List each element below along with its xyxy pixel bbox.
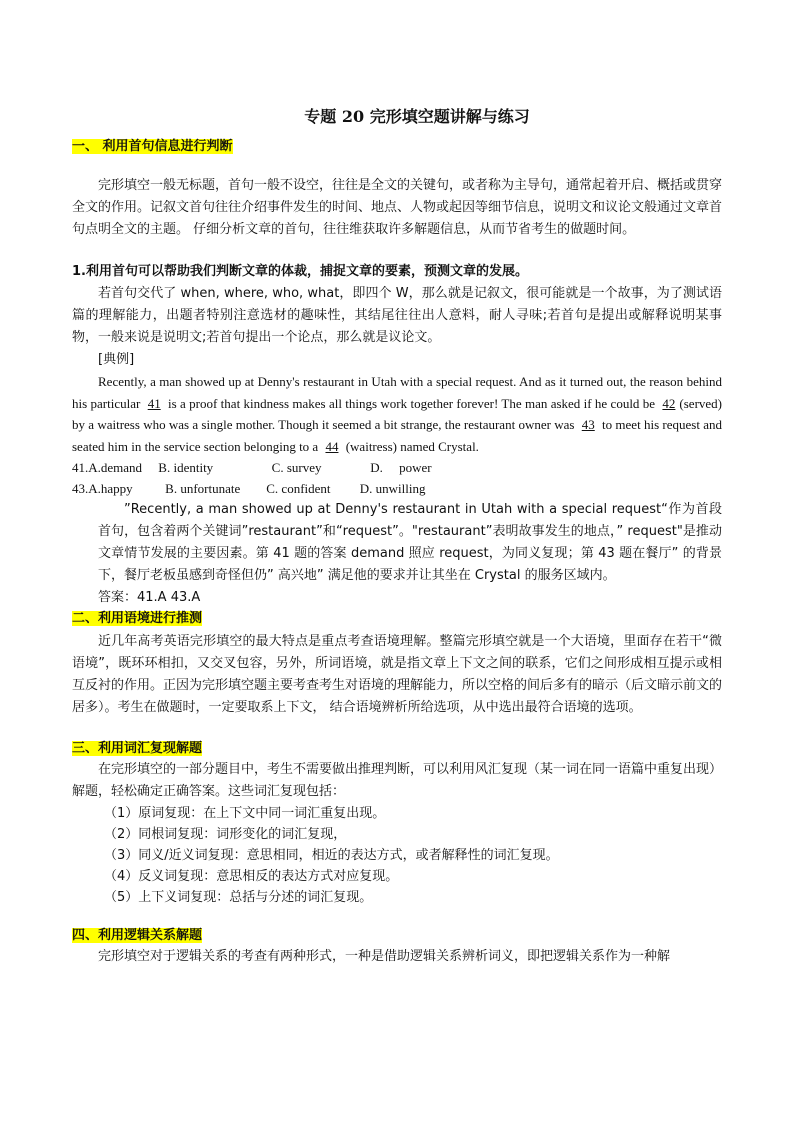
blank-42: 42 bbox=[662, 395, 676, 411]
blank-41: 41 bbox=[147, 395, 161, 411]
options-41: 41.A.demand B. identity C. survey D. power bbox=[72, 460, 432, 475]
section1-intro: 完形填空一般无标题，首句一般不设空，往往是全文的关键句，或者称为主导句，通常起着开启、概括或贯穿全文的作用。记叙文首句往往介绍事件发生的时间、地点、人物或起因等细节信息，说明文和议论文般通过文章首句点明全文的主题。 仔细分析文章的首句，往往维获取许多解题信息，从而节省考生的做题时间。 bbox=[72, 178, 723, 237]
section-heading-1: 一、 利用首句信息进行判断 bbox=[72, 139, 233, 154]
list-item: （1）原词复现：在上下文中同一词汇重复出现。 bbox=[104, 806, 386, 821]
options-43: 43.A.happy B. unfortunate C. confident D. unwilling bbox=[72, 481, 426, 496]
list-item: （4）反义词复现：意思相反的表达方式对应复现。 bbox=[104, 869, 399, 884]
document-content bbox=[72, 104, 722, 968]
page-title: 专题 20 完形填空题讲解与练习 bbox=[304, 107, 530, 126]
section-heading-2: 二、利用语境进行推测 bbox=[72, 611, 203, 626]
section4-body: 完形填空对于逻辑关系的考查有两种形式，一种是借助逻辑关系辨析词义，即把逻辑关系作为一种解 bbox=[98, 949, 671, 964]
example-answer: 答案：41.A 43.A bbox=[98, 590, 201, 605]
example-passage: Recently, a man showed up at Denny's restaurant in Utah with a special request. And as it turned out, the reason behind his particular 41 is a proof that kindness makes all things work together forever! The man asked if he could be 42 (served) by a waitress who was a single mother. Though it seemed a bit strange, the restaurant owner was 43 to meet his request and seated him in the service section belonging to a 44 (waitress) named Crystal. bbox=[72, 374, 723, 454]
list-item: （5）上下义词复现：总括与分述的词汇复现。 bbox=[104, 890, 373, 905]
point1-heading: 1.利用首句可以帮助我们判断文章的体裁，捕捉文章的要素，预测文章的发展。 bbox=[72, 264, 528, 279]
example-label: [典例] bbox=[98, 352, 135, 367]
section3-body: 在完形填空的一部分题目中，考生不需要做出推理判断，可以利用风汇复现（某一词在同一语篇中重复出现）解题，轻松确定正确答案。这些词汇复现包括： bbox=[72, 762, 723, 799]
example-analysis: ”Recently, a man showed up at Denny's restaurant in Utah with a special request“作为首段首句，包含着两个关键词”restaurant”和“request”。"restaurant”表明故事发生的地点，” request"是推动文章情节发展的主要因素。第 41 题的答案 demand 照应 request，为同义复现；第 43 题在餐厅” 的背景下，餐厅老板虽感到奇怪但仍” 高兴地” 满足他的要求并让其坐在 Crystal 的服务区域内。 bbox=[98, 502, 722, 583]
section-heading-4: 四、利用逻辑关系解题 bbox=[72, 928, 203, 943]
section2-body: 近几年高考英语完形填空的最大特点是重点考查语境理解。整篇完形填空就是一个大语境，里面存在若干“微语境”，既环环相扣，又交叉包容，另外，所词语境，就是指文章上下文之间的联系，它们之间形成相互提示或相互反衬的作用。正因为完形填空题主要考查考生对语境的理解能力，所以空格的间后多有的暗示（后文暗示前文的居多）。考生在做题时，一定要取系上下文， 结合语境辨析所给选项，从中选出最符合语境的选项。 bbox=[72, 634, 723, 715]
blank-44: 44 bbox=[325, 438, 339, 454]
list-item: （3）同义/近义词复现：意思相同，相近的表达方式，或者解释性的词汇复现。 bbox=[104, 848, 559, 863]
list-item: （2）同根词复现：词形变化的词汇复现， bbox=[104, 827, 347, 842]
section-heading-3: 三、利用词汇复现解题 bbox=[72, 741, 203, 756]
reoccurrence-list bbox=[72, 803, 722, 908]
blank-43: 43 bbox=[581, 417, 595, 432]
point1-body: 若首句交代了 when, where, who, what，即四个 W，那么就是记叙文，很可能就是一个故事，为了测试语篇的理解能力，出题者特别注意选材的趣味性，其结尾往往出人意料，耐人寻味;若首句是提出或解释说明某事物，一般来说是说明文;若首句提出一个论点，那么就是议论文。 bbox=[72, 286, 722, 345]
